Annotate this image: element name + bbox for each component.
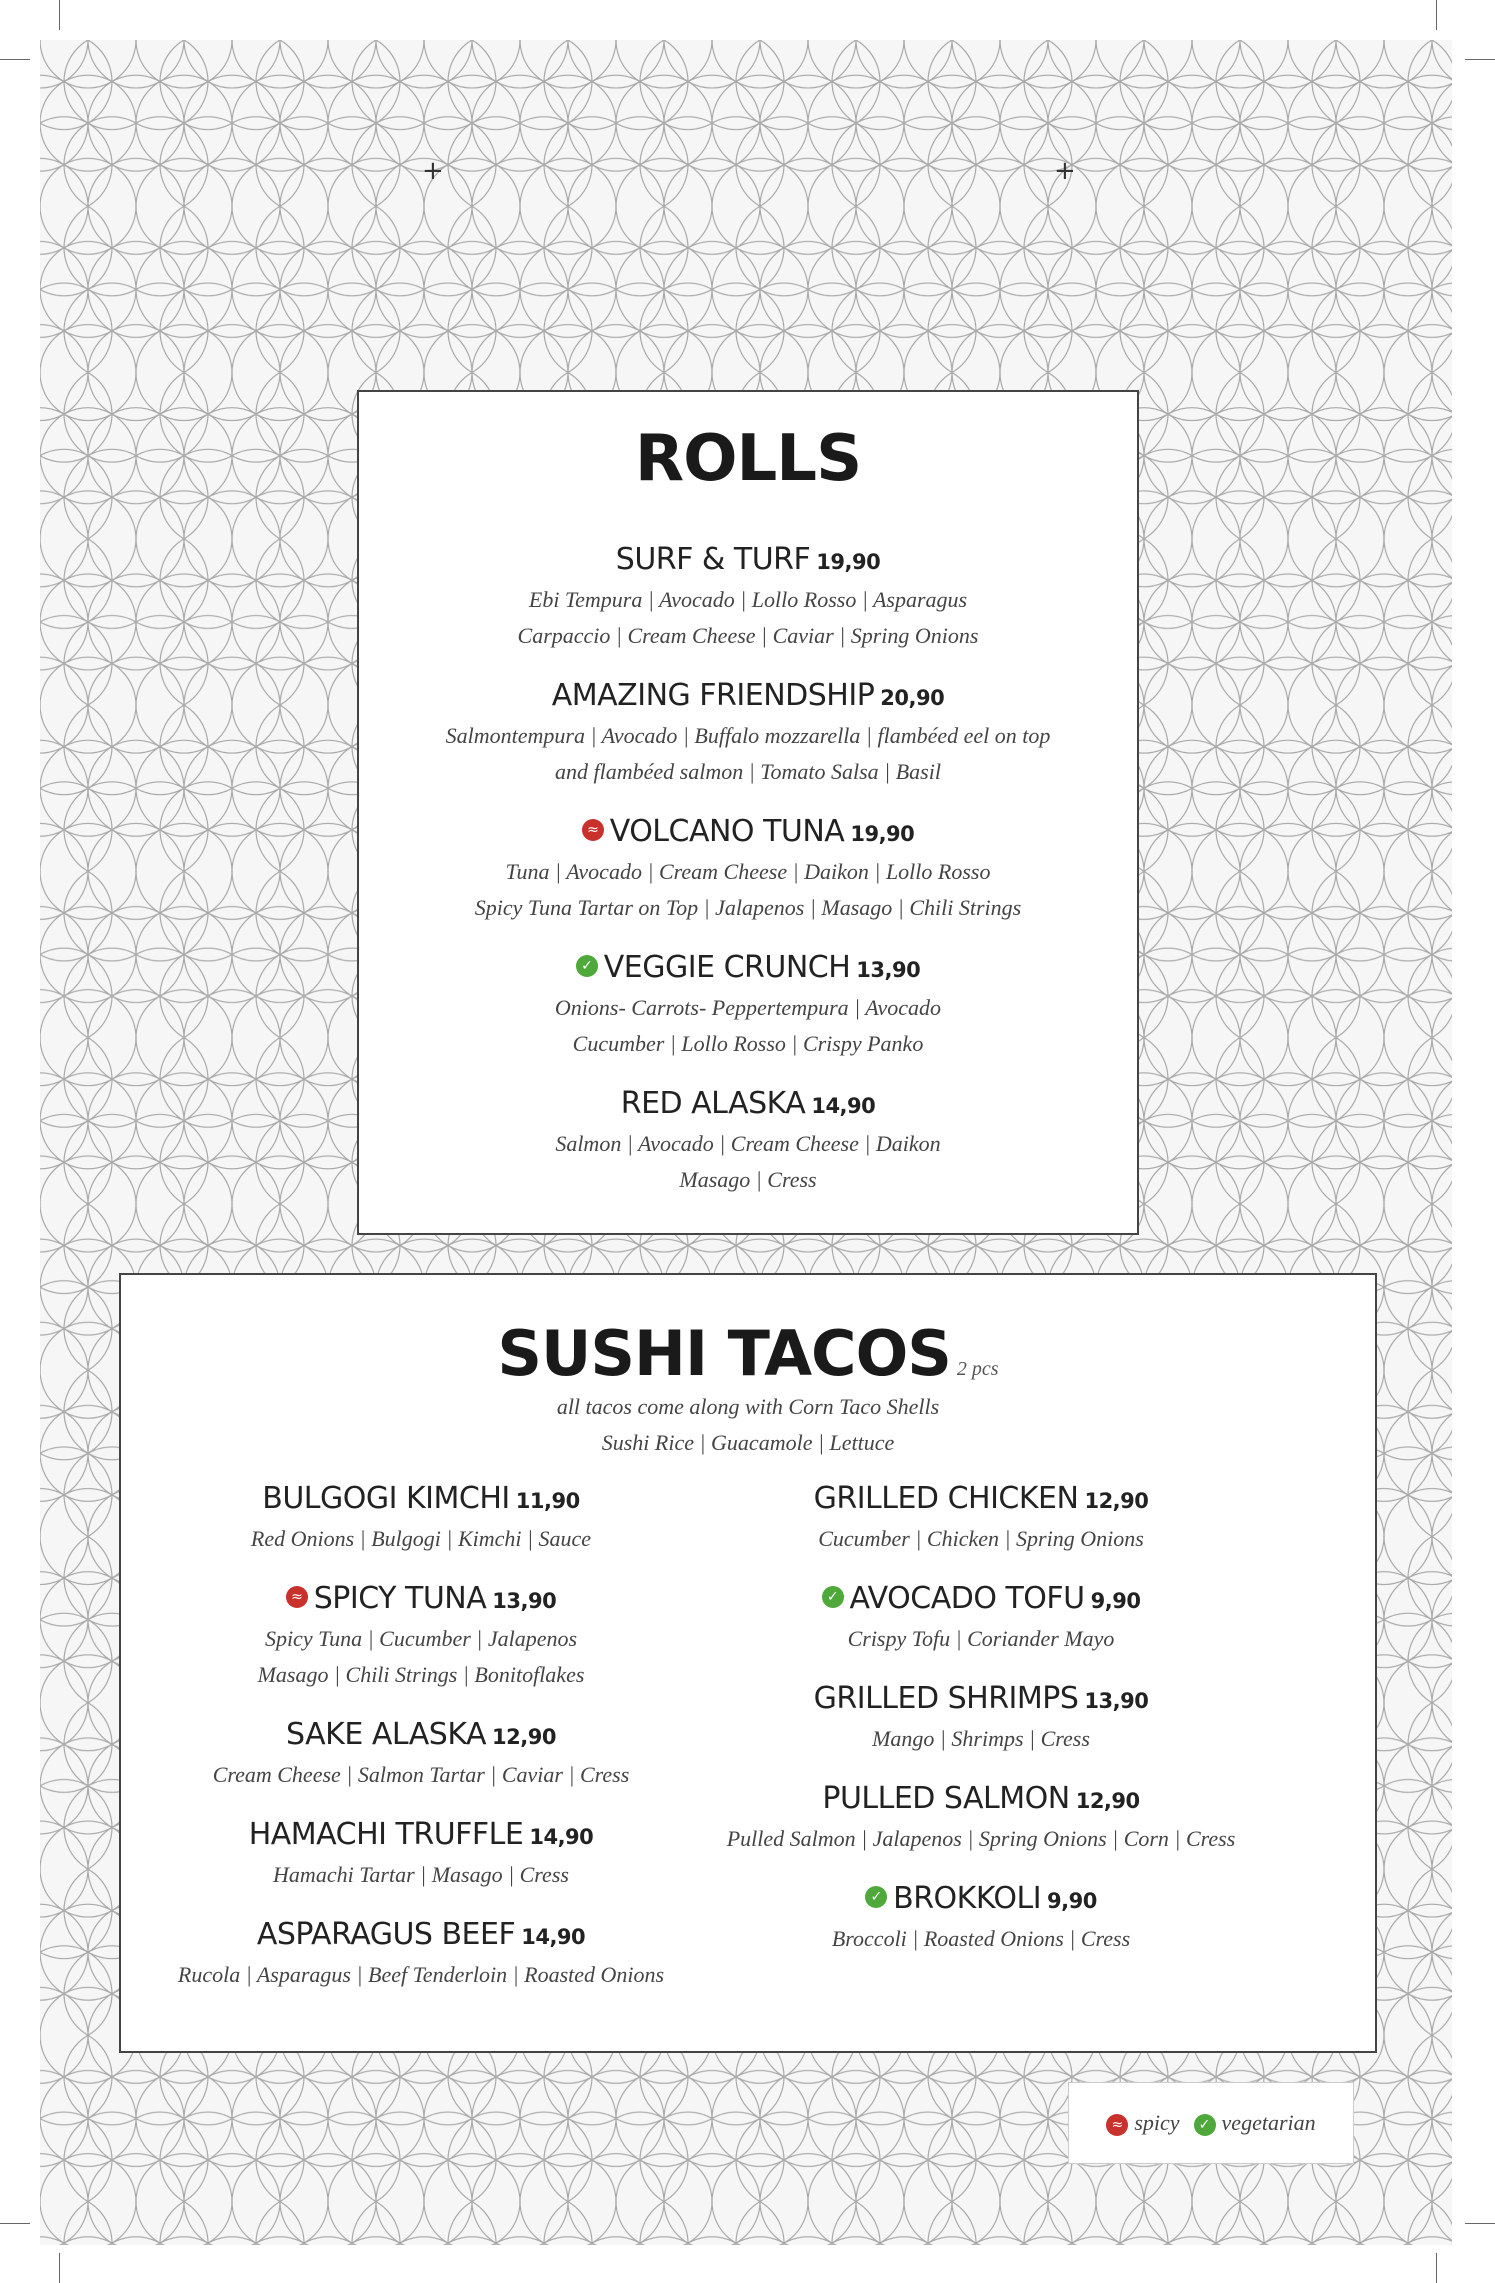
menu-item-description: Pulled Salmon | Jalapenos | Spring Onions | Corn | Cress bbox=[726, 1826, 1236, 1851]
menu-item-name: RED ALASKA bbox=[620, 1086, 806, 1121]
registration-mark: + bbox=[422, 156, 444, 186]
menu-item-price: 13,90 bbox=[492, 1589, 557, 1613]
chili-icon: ≈ bbox=[1106, 2114, 1128, 2136]
chili-icon: ≈ bbox=[582, 819, 604, 841]
sushi-tacos-intro-line: Sushi Rice | Guacamole | Lettuce bbox=[601, 1430, 895, 1455]
menu-item-heading bbox=[701, 1479, 1261, 1521]
menu-item-description: Onions- Carrots- Peppertempura | Avocado bbox=[554, 995, 942, 1020]
leaf-icon: ✓ bbox=[576, 955, 598, 977]
menu-item bbox=[701, 1679, 1261, 1757]
menu-item-price: 14,90 bbox=[529, 1825, 594, 1849]
menu-item bbox=[359, 812, 1137, 926]
menu-item-price: 19,90 bbox=[816, 550, 881, 574]
menu-item-heading bbox=[359, 676, 1137, 718]
menu-item-name: PULLED SALMON bbox=[822, 1781, 1070, 1816]
menu-item bbox=[701, 1879, 1261, 1957]
menu-item-description: Spicy Tuna | Cucumber | Jalapenos bbox=[264, 1626, 578, 1651]
rolls-title: ROLLS bbox=[634, 422, 862, 496]
menu-item-heading bbox=[141, 1579, 701, 1621]
crop-mark bbox=[0, 2223, 30, 2224]
crop-mark bbox=[59, 0, 60, 30]
menu-item-description: Masago | Chili Strings | Bonitoflakes bbox=[257, 1662, 585, 1687]
menu-item-description: Cream Cheese | Salmon Tartar | Caviar | Cress bbox=[212, 1762, 630, 1787]
menu-item-heading bbox=[359, 540, 1137, 582]
menu-item-price: 13,90 bbox=[856, 958, 921, 982]
menu-item-description: and flambéed salmon | Tomato Salsa | Basil bbox=[555, 759, 941, 784]
menu-item-description: Salmon | Avocado | Cream Cheese | Daikon bbox=[555, 1131, 941, 1156]
menu-item-heading bbox=[141, 1915, 701, 1957]
crop-mark bbox=[59, 2253, 60, 2283]
menu-item bbox=[359, 676, 1137, 790]
menu-item-name: GRILLED SHRIMPS bbox=[813, 1681, 1079, 1716]
menu-item-heading bbox=[701, 1879, 1261, 1921]
menu-item bbox=[141, 1715, 701, 1793]
menu-item-name: BULGOGI KIMCHI bbox=[262, 1481, 510, 1516]
menu-item-heading bbox=[359, 812, 1137, 854]
legend-vegetarian bbox=[1194, 2110, 1316, 2136]
crop-mark bbox=[0, 59, 30, 60]
menu-item-heading bbox=[701, 1679, 1261, 1721]
menu-item-heading bbox=[141, 1815, 701, 1857]
menu-item-description: Rucola | Asparagus | Beef Tenderloin | Roasted Onions bbox=[177, 1962, 665, 1987]
menu-item-heading bbox=[141, 1715, 701, 1757]
menu-item-description: Masago | Cress bbox=[679, 1167, 817, 1192]
crop-mark bbox=[1465, 59, 1495, 60]
menu-item bbox=[701, 1579, 1261, 1657]
menu-item-description: Broccoli | Roasted Onions | Cress bbox=[831, 1926, 1131, 1951]
menu-item-price: 20,90 bbox=[880, 686, 945, 710]
menu-item-heading bbox=[359, 948, 1137, 990]
menu-item-description: Mango | Shrimps | Cress bbox=[872, 1726, 1090, 1751]
menu-item-name: VEGGIE CRUNCH bbox=[603, 950, 851, 985]
menu-item-price: 12,90 bbox=[1075, 1789, 1140, 1813]
menu-item-price: 12,90 bbox=[1084, 1489, 1149, 1513]
leaf-icon: ✓ bbox=[865, 1886, 887, 1908]
legend-spicy-label: spicy bbox=[1134, 2110, 1180, 2135]
menu-item-description: Spicy Tuna Tartar on Top | Jalapenos | Masago | Chili Strings bbox=[474, 895, 1022, 920]
menu-item-description: Cucumber | Lollo Rosso | Crispy Panko bbox=[572, 1031, 924, 1056]
menu-item-price: 12,90 bbox=[492, 1725, 556, 1749]
legend bbox=[1068, 2082, 1354, 2164]
crop-mark bbox=[1436, 0, 1437, 30]
menu-item bbox=[359, 1084, 1137, 1198]
menu-item-description: Carpaccio | Cream Cheese | Caviar | Spring Onions bbox=[517, 623, 979, 648]
menu-item bbox=[141, 1815, 701, 1893]
menu-item-price: 14,90 bbox=[521, 1925, 586, 1949]
menu-item bbox=[141, 1579, 701, 1693]
menu-item-description: Cucumber | Chicken | Spring Onions bbox=[818, 1526, 1144, 1551]
menu-item-name: SURF & TURF bbox=[615, 542, 811, 577]
menu-item-description: Hamachi Tartar | Masago | Cress bbox=[273, 1862, 569, 1887]
menu-item-name: ASPARAGUS BEEF bbox=[256, 1917, 516, 1952]
menu-item-description: Salmontempura | Avocado | Buffalo mozzarella | flambéed eel on top bbox=[445, 723, 1051, 748]
menu-item-description: Ebi Tempura | Avocado | Lollo Rosso | Asparagus bbox=[528, 587, 968, 612]
menu-item-price: 9,90 bbox=[1090, 1589, 1141, 1613]
menu-item-price: 11,90 bbox=[515, 1489, 580, 1513]
registration-mark: + bbox=[1054, 156, 1076, 186]
menu-item-name: VOLCANO TUNA bbox=[609, 814, 845, 849]
menu-item-name: BROKKOLI bbox=[893, 1881, 1042, 1916]
menu-item-description: Tuna | Avocado | Cream Cheese | Daikon | Lollo Rosso bbox=[505, 859, 991, 884]
menu-item-price: 19,90 bbox=[850, 822, 915, 846]
sushi-tacos-quantity: 2 pcs bbox=[956, 1358, 999, 1380]
menu-item bbox=[141, 1479, 701, 1557]
menu-item-description: Red Onions | Bulgogi | Kimchi | Sauce bbox=[250, 1526, 592, 1551]
menu-item-heading bbox=[701, 1579, 1261, 1621]
sushi-tacos-title: SUSHI TACOS bbox=[497, 1317, 951, 1390]
menu-item-name: GRILLED CHICKEN bbox=[813, 1481, 1079, 1516]
leaf-icon: ✓ bbox=[822, 1586, 844, 1608]
menu-item-name: SAKE ALASKA bbox=[286, 1717, 486, 1752]
menu-item-price: 9,90 bbox=[1047, 1889, 1097, 1913]
sushi-tacos-panel bbox=[119, 1273, 1377, 2053]
menu-item-name: SPICY TUNA bbox=[313, 1581, 487, 1616]
legend-spicy bbox=[1106, 2110, 1179, 2136]
menu-item bbox=[141, 1915, 701, 1993]
legend-vegetarian-label: vegetarian bbox=[1221, 2110, 1316, 2135]
menu-item-heading bbox=[701, 1779, 1261, 1821]
menu-item-description: Crispy Tofu | Coriander Mayo bbox=[847, 1626, 1115, 1651]
menu-item bbox=[359, 540, 1137, 654]
menu-item-heading bbox=[359, 1084, 1137, 1126]
rolls-panel bbox=[357, 390, 1139, 1235]
menu-item-price: 13,90 bbox=[1084, 1689, 1149, 1713]
menu-item-heading bbox=[141, 1479, 701, 1521]
menu-item bbox=[359, 948, 1137, 1062]
menu-item-name: AVOCADO TOFU bbox=[849, 1581, 1085, 1616]
crop-mark bbox=[1465, 2223, 1495, 2224]
sushi-tacos-header bbox=[121, 1317, 1375, 1390]
menu-item-price: 14,90 bbox=[811, 1094, 876, 1118]
chili-icon: ≈ bbox=[286, 1586, 308, 1608]
menu-item bbox=[701, 1479, 1261, 1557]
menu-item bbox=[701, 1779, 1261, 1857]
sushi-tacos-intro-line: all tacos come along with Corn Taco Shells bbox=[556, 1394, 940, 1419]
menu-item-name: HAMACHI TRUFFLE bbox=[248, 1817, 524, 1852]
leaf-icon: ✓ bbox=[1194, 2114, 1216, 2136]
crop-mark bbox=[1436, 2253, 1437, 2283]
menu-item-name: AMAZING FRIENDSHIP bbox=[551, 678, 875, 713]
